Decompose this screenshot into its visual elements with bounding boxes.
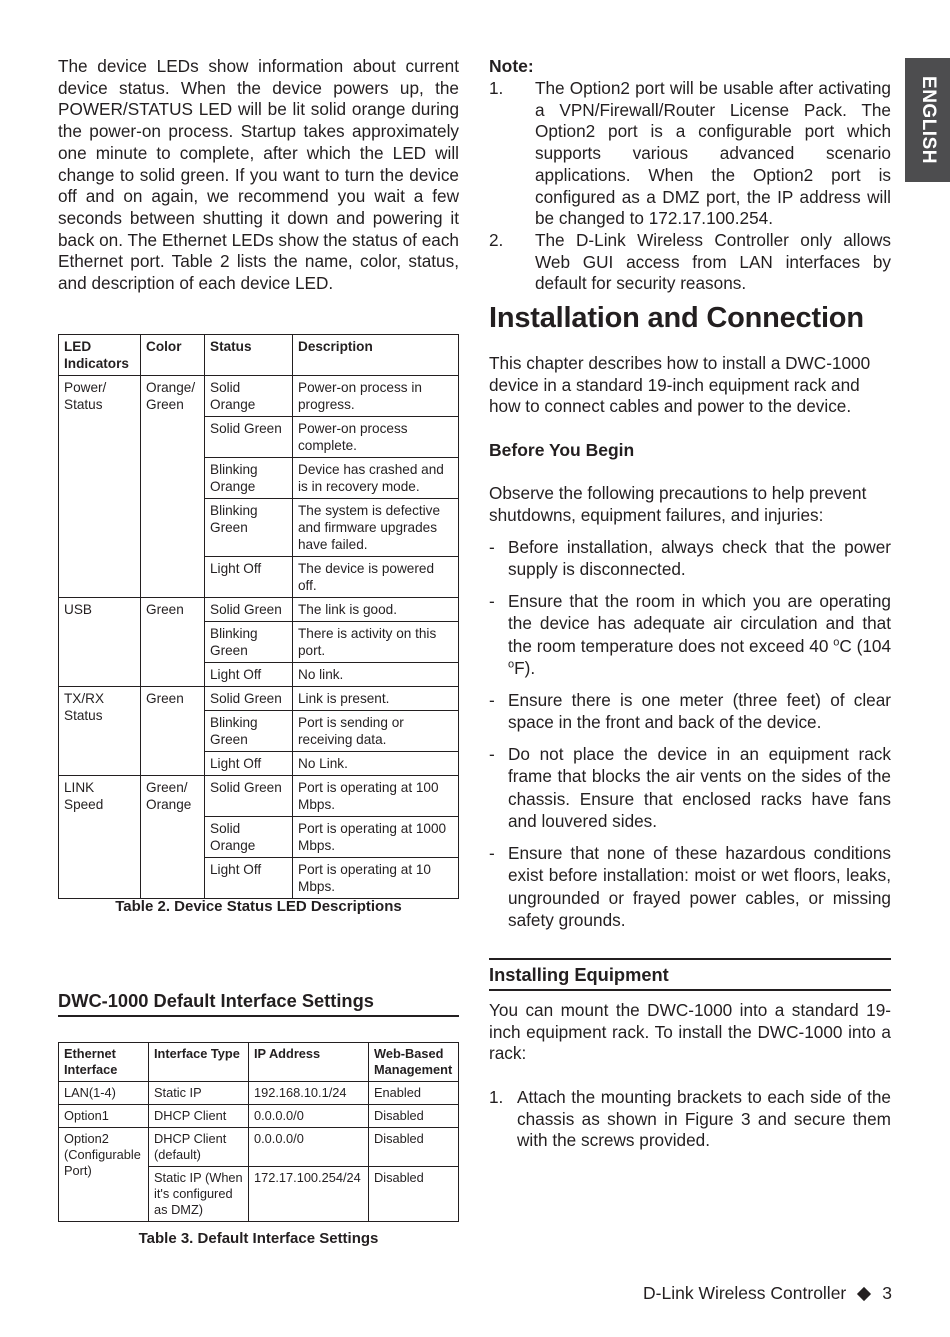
led-description-cell: Port is operating at 10 Mbps. [293, 858, 459, 899]
list-text: Before installation, always check that the power supply is disconnected. [508, 537, 891, 580]
before-intro: Observe the following precautions to help prevent shutdowns, equipment failures, and injuries: [489, 483, 867, 525]
led-status-cell: Solid Orange [205, 817, 293, 858]
table-cell: LAN(1-4) [59, 1082, 149, 1105]
table-cell: Option2 (Configurable Port) [59, 1128, 149, 1222]
led-status-cell: Light Off [205, 752, 293, 776]
installing-equipment-heading: Installing Equipment [489, 958, 891, 991]
led-color-cell: Orange/ Green [141, 376, 205, 598]
list-text: Attach the mounting brackets to each side of the chassis as shown in Figure 3 and secure them with the screws provided. [517, 1087, 891, 1151]
list-number: 1. [489, 78, 504, 98]
list-item [489, 229, 891, 295]
led-description-cell: Power-on process complete. [293, 417, 459, 458]
table-cell: Static IP (When it's configured as DMZ) [149, 1167, 249, 1222]
list-text: Ensure that the room in which you are operating the device has adequate air circulation and that the room temperature does not exceed 40 $^o$C (104 $^o$F). [508, 591, 891, 679]
table-row [59, 376, 459, 417]
led-indicator-cell: Power/ Status [59, 376, 141, 598]
table-row [59, 1082, 459, 1105]
table3-caption: Table 3. Default Interface Settings [138, 1230, 379, 1247]
led-status-cell: Solid Green [205, 687, 293, 711]
table-cell: Disabled [369, 1128, 459, 1167]
led-indicator-cell: TX/RX Status [59, 687, 141, 776]
led-status-cell: Light Off [205, 858, 293, 899]
led-description-cell: Port is sending or receiving data. [293, 711, 459, 752]
list-number: 2. [489, 229, 504, 250]
led-description-cell: Port is operating at 1000 Mbps. [293, 817, 459, 858]
table-cell: Enabled [369, 1082, 459, 1105]
table-header-cell: Description [293, 335, 459, 376]
language-tab-label: ENGLISH [917, 76, 939, 164]
table-cell: Option1 [59, 1105, 149, 1128]
led-description-cell: Power-on process in progress. [293, 376, 459, 417]
table-header-cell: Interface Type [149, 1043, 249, 1082]
default-settings-title: DWC-1000 Default Interface Settings [58, 990, 459, 1017]
intro-paragraph: The device LEDs show information about current device status. When the device powers up, the POWER/STATUS LED will be lit solid orange during the power-on process. Startup takes approximately one minute to complete, after which the LED will change to solid green. If you want to turn the device off and on again, we recommend you wait a few seconds between shutting it down and powering it back on. The Ethernet LEDs show the status of each Ethernet port. Table 2 lists the name, color, status, and description of each device LED. [58, 56, 459, 294]
led-description-cell: No link. [293, 663, 459, 687]
install-steps [489, 1087, 891, 1152]
footer-title: D-Link Wireless Controller [643, 1283, 847, 1303]
led-status-cell: Solid Green [205, 776, 293, 817]
list-item: - Before installation, always check that the power supply is disconnected. [489, 537, 891, 580]
led-description-cell: The device is powered off. [293, 557, 459, 598]
table-cell: 192.168.10.1/24 [249, 1082, 369, 1105]
list-text: The D-Link Wireless Controller only allows Web GUI access from LAN interfaces by default for security reasons. [535, 229, 891, 294]
led-color-cell: Green/ Orange [141, 776, 205, 899]
table-cell: 0.0.0.0/0 [249, 1105, 369, 1128]
led-status-cell: Solid Green [205, 598, 293, 622]
table-row [59, 1128, 459, 1167]
table-header-cell: Web-Based Management [369, 1043, 459, 1082]
list-item [489, 78, 891, 230]
led-description-cell: There is activity on this port. [293, 622, 459, 663]
table-row [59, 687, 459, 711]
led-status-cell: Blinking Orange [205, 458, 293, 499]
table-cell: DHCP Client [149, 1105, 249, 1128]
led-color-cell: Green [141, 598, 205, 687]
default-interface-table [58, 1042, 459, 1222]
equipment-intro: You can mount the DWC-1000 into a standard 19-inch equipment rack. To install the DWC-1000 into a rack: [489, 1000, 891, 1064]
led-description-cell: The link is good. [293, 598, 459, 622]
list-item [489, 1087, 891, 1152]
note-list [489, 78, 891, 295]
table-header-row [59, 1043, 459, 1082]
list-item: - Ensure there is one meter (three feet) of clear space in the front and back of the device. [489, 689, 891, 733]
led-description-cell: Port is operating at 100 Mbps. [293, 776, 459, 817]
table-row [59, 776, 459, 817]
table-header-cell: Color [141, 335, 205, 376]
list-text: Ensure there is one meter (three feet) of clear space in the front and back of the device. [508, 689, 891, 733]
list-text: Ensure that none of these hazardous conditions exist before installation: moist or wet floors, leaks, ungrounded or frayed power cables, or missing safety grounds. [508, 842, 891, 930]
led-status-cell: Solid Green [205, 417, 293, 458]
led-description-cell: Link is present. [293, 687, 459, 711]
table-cell: Disabled [369, 1105, 459, 1128]
list-number: 1. [489, 1087, 504, 1107]
led-color-cell: Green [141, 687, 205, 776]
table-row [59, 598, 459, 622]
before-you-begin-heading: Before You Begin [489, 440, 635, 460]
page-number: 3 [882, 1283, 892, 1303]
page-footer [643, 1283, 892, 1304]
table-cell: 0.0.0.0/0 [249, 1128, 369, 1167]
led-status-cell: Blinking Green [205, 622, 293, 663]
table-header-cell: Ethernet Interface [59, 1043, 149, 1082]
table-cell: Disabled [369, 1167, 459, 1222]
table-header-row [59, 335, 459, 376]
table-row [59, 1105, 459, 1128]
table-cell: DHCP Client (default) [149, 1128, 249, 1167]
led-description-cell: No Link. [293, 752, 459, 776]
note-heading: Note: [489, 56, 534, 76]
led-status-cell: Blinking Green [205, 499, 293, 557]
list-item: - Ensure that the room in which you are operating the device has adequate air circulation and that the room temperature does not exceed 40 $^o$C (104 $^o$F). [489, 591, 891, 679]
table2-caption: Table 2. Device Status LED Descriptions [115, 898, 402, 915]
led-status-cell: Light Off [205, 557, 293, 598]
led-status-cell: Blinking Green [205, 711, 293, 752]
led-indicator-cell: USB [59, 598, 141, 687]
led-status-cell: Light Off [205, 663, 293, 687]
precautions-list [489, 536, 891, 941]
led-description-cell: The system is defective and firmware upgrades have failed. [293, 499, 459, 557]
language-tab [905, 58, 950, 182]
table-header-cell: IP Address [249, 1043, 369, 1082]
list-item: - Ensure that none of these hazardous conditions exist before installation: moist or wet floors, leaks, ungrounded or frayed power cables, or missing safety grounds. [489, 842, 891, 930]
section-heading: Installation and Connection [489, 302, 864, 334]
list-item: - Do not place the device in an equipment rack frame that blocks the air vents on the sides of the chassis. Ensure that enclosed racks have fans and louvered sides. [489, 744, 891, 832]
list-text: Do not place the device in an equipment rack frame that blocks the air vents on the sides of the chassis. Ensure that enclosed racks have fans and louvered sides. [508, 744, 891, 832]
installation-intro: This chapter describes how to install a DWC-1000 device in a standard 19-inch equipment rack and how to connect cables and power to the device. [489, 353, 871, 417]
led-status-table [58, 334, 459, 899]
table-cell: 172.17.100.254/24 [249, 1167, 369, 1222]
diamond-icon [857, 1286, 871, 1300]
table-header-cell: LED Indicators [59, 335, 141, 376]
led-description-cell: Device has crashed and is in recovery mode. [293, 458, 459, 499]
table-cell: Static IP [149, 1082, 249, 1105]
table-header-cell: Status [205, 335, 293, 376]
led-status-cell: Solid Orange [205, 376, 293, 417]
led-indicator-cell: LINK Speed [59, 776, 141, 899]
list-text: The Option2 port will be usable after activating a VPN/Firewall/Router License Pack. The Option2 port is a configurable port which supports various advanced scenario applications. When the Option2 port is configured as a DMZ port, the IP address will be changed to 172.17.100.254. [535, 78, 891, 229]
